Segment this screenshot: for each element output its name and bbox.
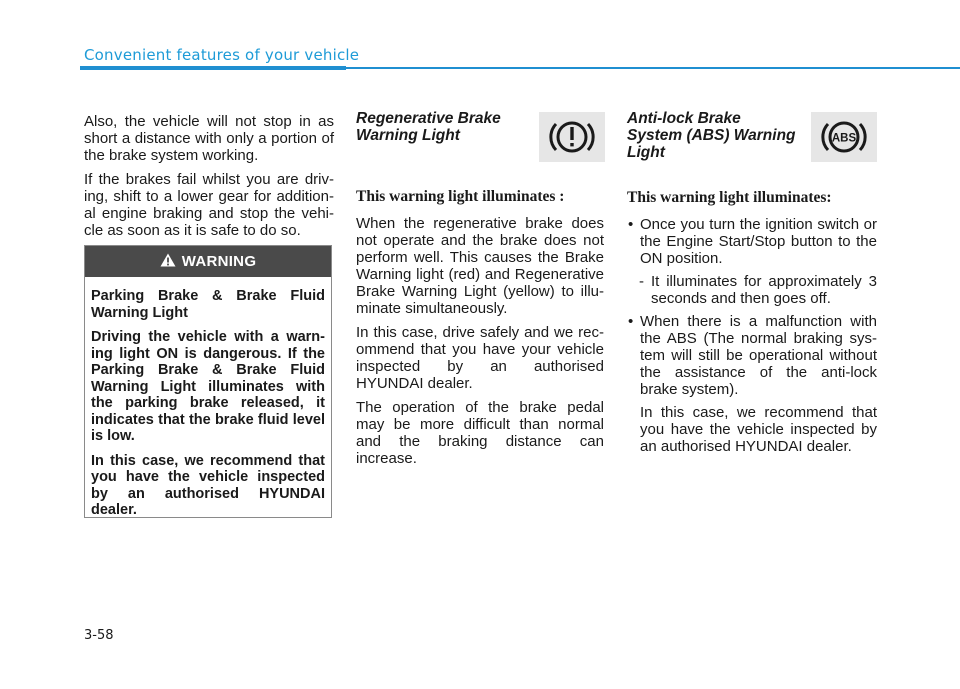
warning-header xyxy=(85,246,331,277)
section-heading: Anti-lock Brake System (ABS) Warning Light xyxy=(627,110,796,161)
warning-paragraph: Driving the vehicle with a warn-ing light ON is dangerous. If the Parking Brake & Brake Fluid Warning Light illuminates with the parking brake released, it indicates that the brake fluid level is low. xyxy=(91,329,325,444)
paragraph: The operation of the brake pedal may be more difficult than normal and the braking distance can increase. xyxy=(356,399,604,467)
paragraph: In this case, drive safely and we rec-ommend that you have your vehicle inspected by an authorised HYUNDAI dealer. xyxy=(356,324,604,392)
sub-list-item xyxy=(627,273,877,307)
abs-warning-icon xyxy=(811,112,877,162)
subheading: This warning light illuminates : xyxy=(356,188,565,205)
warning-paragraph: In this case, we recommend that you have the vehicle inspected by an authorised HYUNDAI dealer. xyxy=(91,452,325,518)
dash-mark: - xyxy=(639,273,644,290)
header-rule-thick xyxy=(80,66,346,70)
list-item: • Once you turn the ignition switch or the Engine Start/Stop button to the ON position. xyxy=(627,216,877,267)
subheading: This warning light illuminates: xyxy=(627,189,832,206)
paragraph: When the regenerative brake does not operate and the brake does not perform well. This causes the Brake Warning light (red) and Regenerative Brake Warning Light (yellow) to illu-minate simultaneously. xyxy=(356,215,604,317)
column-left xyxy=(84,113,334,246)
abs-icon-text: ABS xyxy=(831,132,857,145)
paragraph: If the brakes fail whilst you are driv-ing, shift to a lower gear for addition-al engine braking and stop the vehi-cle as soon as it is safe to do so. xyxy=(84,171,334,239)
section-title: Convenient features of your vehicle xyxy=(84,46,360,64)
sub-list-text: It illuminates for approximately 3 seconds and then goes off. xyxy=(651,273,877,307)
header-rule-thin xyxy=(346,67,960,69)
list-item-continuation: In this case, we recommend that you have the vehicle inspected by an authorised HYUNDAI dealer. xyxy=(640,404,877,455)
warning-body xyxy=(85,277,331,519)
warning-title: Parking Brake & Brake Fluid Warning Light xyxy=(91,288,325,321)
paragraph: Also, the vehicle will not stop in as short a distance with only a portion of the brake system working. xyxy=(84,113,334,164)
list-item: • When there is a malfunction with the ABS (The normal braking sys-tem will still be operational without the assistance of the anti-lock brake system). xyxy=(627,313,877,398)
page-number: 3-58 xyxy=(84,628,114,643)
column-middle xyxy=(356,110,604,474)
section-heading: Regenerative Brake Warning Light xyxy=(356,110,501,144)
warning-box xyxy=(84,245,332,518)
brake-warning-icon xyxy=(539,112,605,162)
warning-triangle-icon xyxy=(160,253,176,271)
warning-label: WARNING xyxy=(181,253,257,270)
